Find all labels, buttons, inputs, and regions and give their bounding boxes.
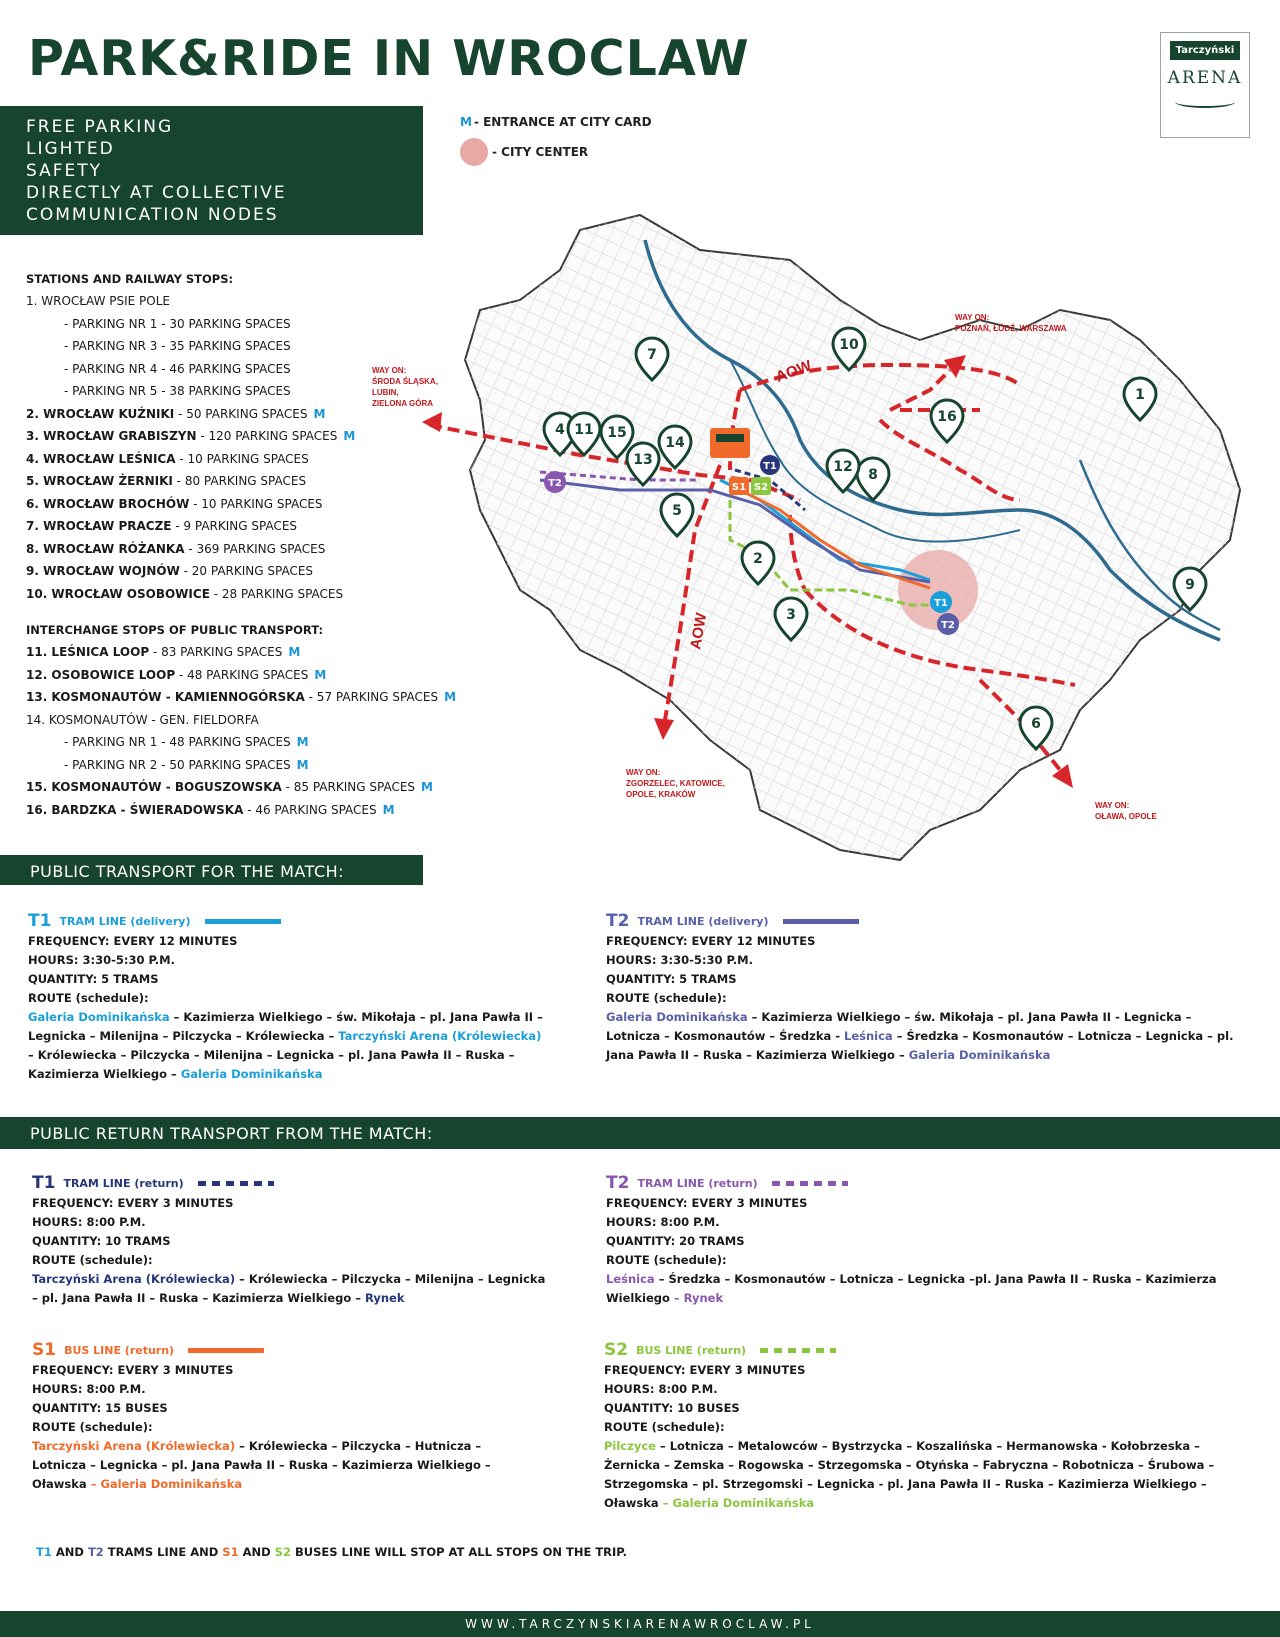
hours: HOURS: 8:00 P.M. <box>32 1215 146 1229</box>
route-stops: – Królewiecka – Pilczycka – Hutnicza – Lotnicza – Legnicka – pl. Jana Pawła II – Ruska – Kazimierza Wielkiego – Oławska <box>32 1439 491 1491</box>
route-stop-highlight: – Rynek <box>673 1291 724 1305</box>
route-stops: – Kazimierza Wielkiego – św. Mikołaja – pl. Jana Pawła II – Legnicka – Milenijna – Pilczycka – Królewiecka – <box>28 1010 543 1043</box>
svg-text:1: 1 <box>1135 387 1145 403</box>
arena-icon <box>710 428 750 458</box>
t2-marker: T2 <box>548 478 562 489</box>
m-icon: M <box>296 757 309 772</box>
m-icon: M <box>444 690 457 704</box>
station-spaces: - 80 PARKING SPACES <box>172 474 307 488</box>
svg-text:14: 14 <box>665 435 685 451</box>
svg-text:10: 10 <box>839 337 859 353</box>
section-title: PUBLIC RETURN TRANSPORT FROM THE MATCH: <box>30 1124 433 1143</box>
t1-delivery-block <box>28 910 548 1084</box>
station-spaces: - 10 PARKING SPACES <box>189 496 323 511</box>
logo-arc-icon <box>1175 96 1235 108</box>
way-se-label: WAY ON: OŁAWA, OPOLE <box>1095 801 1157 821</box>
t2-delivery-block <box>606 910 1246 1065</box>
route-stops: – Królewiecka – Pilczycka – Milenijna – Legnicka – pl. Jana Pawła II – Ruska – Kazimierza Wielkiego – <box>32 1272 546 1305</box>
s2-swatch-icon <box>760 1348 836 1353</box>
station-14-parking <box>26 754 446 777</box>
note-text: BUSES LINE WILL STOP AT ALL STOPS ON THE TRIP. <box>290 1545 627 1559</box>
station-10 <box>26 583 446 606</box>
feature-item: COMMUNICATION NODES <box>26 205 279 225</box>
page-title: PARK&RIDE IN WROCLAW <box>28 30 750 87</box>
station-9 <box>26 560 446 583</box>
feature-item: LIGHTED <box>26 139 115 159</box>
station-spaces: - PARKING NR 1 - 48 PARKING SPACES <box>64 735 291 749</box>
aow-label: AOW <box>687 611 711 651</box>
svg-text:11: 11 <box>574 422 594 438</box>
svg-text:16: 16 <box>937 409 957 425</box>
note-t1: T1 <box>36 1545 52 1559</box>
logo-arena: ARENA <box>1167 68 1243 88</box>
station-name: 6. WROCŁAW BROCHÓW <box>26 496 190 511</box>
m-icon: M <box>288 645 301 659</box>
footer-bar <box>0 1611 1280 1637</box>
route <box>32 1437 532 1494</box>
station-1-parking: - PARKING NR 3 - 35 PARKING SPACES <box>64 339 291 353</box>
feature-item: FREE PARKING <box>26 117 174 137</box>
t1-return-swatch-icon <box>198 1181 274 1186</box>
quantity: QUANTITY: 20 TRAMS <box>606 1234 745 1248</box>
station-3 <box>26 425 446 448</box>
s1-swatch-icon <box>188 1348 264 1353</box>
route-label: ROUTE (schedule): <box>32 1253 153 1267</box>
line-code: S1 <box>32 1339 57 1360</box>
legend-m <box>460 107 652 137</box>
note-s2: S2 <box>274 1545 291 1559</box>
route-stop-highlight: Leśnica <box>844 1029 893 1043</box>
route-stops: – Kazimierza Wielkiego – św. Mikołaja – pl. Jana Pawła II - Legnicka – Lotnicza – Kosmonautów – Średzka - <box>606 1010 1192 1043</box>
station-spaces: - PARKING NR 2 - 50 PARKING SPACES <box>64 757 291 772</box>
route-stops: – Królewiecka – Pilczycka – Milenijna – Legnicka – pl. Jana Pawła II – Ruska – Kazimierza Wielkiego – <box>28 1048 515 1081</box>
s1-marker: S1 <box>731 482 747 493</box>
note-text: AND <box>51 1545 88 1559</box>
svg-text:13: 13 <box>633 452 653 468</box>
line-code: T1 <box>32 1172 56 1193</box>
route-stops: – Średzka – Kosmonautów – Lotnicza – Legnicka –pl. Jana Pawła II – Ruska – Kazimierza Wielkiego <box>606 1272 1217 1305</box>
feature-item: SAFETY <box>26 161 103 181</box>
quantity: QUANTITY: 10 BUSES <box>604 1401 740 1415</box>
quantity: QUANTITY: 10 TRAMS <box>32 1234 171 1248</box>
t1-marker: T1 <box>763 461 777 472</box>
note-s1: S1 <box>222 1545 239 1559</box>
line-code: T1 <box>28 910 52 931</box>
line-name: TRAM LINE (return) <box>637 1176 758 1190</box>
quantity: QUANTITY: 5 TRAMS <box>606 972 737 986</box>
note-text: AND <box>238 1545 275 1559</box>
svg-text:5: 5 <box>672 503 682 519</box>
station-1-parking: - PARKING NR 1 - 30 PARKING SPACES <box>64 316 291 331</box>
aow-label: AOW <box>773 357 814 386</box>
hours: HOURS: 8:00 P.M. <box>606 1215 720 1229</box>
way-west-label: WAY ON: ŚRODA ŚLĄSKA, LUBIN, ZIELONA GÓRA <box>372 366 438 408</box>
svg-text:7: 7 <box>647 347 657 363</box>
s2-return-block <box>604 1339 1234 1513</box>
t2-return-block <box>606 1172 1254 1308</box>
route-stop-highlight: Tarczyński Arena (Królewiecka) <box>338 1029 542 1043</box>
station-spaces: - 28 PARKING SPACES <box>209 586 344 601</box>
route <box>28 1008 548 1084</box>
m-icon: M <box>382 802 395 817</box>
m-icon: M <box>421 780 433 794</box>
route-stop-highlight: Leśnica <box>606 1272 655 1286</box>
note-text: TRAMS LINE AND <box>103 1545 223 1559</box>
station-8 <box>26 538 446 561</box>
stations-list <box>26 268 457 821</box>
t2-swatch-icon <box>783 919 859 924</box>
frequency: FREQUENCY: EVERY 3 MINUTES <box>604 1363 806 1377</box>
legend-m-text: - ENTRANCE AT CITY CARD <box>473 115 652 129</box>
city-center-area <box>898 550 978 630</box>
route <box>606 1270 1254 1308</box>
route <box>32 1270 552 1308</box>
svg-text:8: 8 <box>868 467 878 483</box>
station-spaces: - 9 PARKING SPACES <box>171 519 298 533</box>
line-name: TRAM LINE (delivery) <box>637 914 769 928</box>
t2-return-swatch-icon <box>772 1181 848 1186</box>
svg-text:3: 3 <box>786 607 796 623</box>
map-legend <box>460 107 652 167</box>
t1-center-marker: T1 <box>934 598 948 609</box>
route-stop-highlight: Tarczyński Arena (Królewiecka) <box>32 1272 236 1286</box>
section-return-header <box>0 1117 1280 1149</box>
arrow-sw-icon <box>654 718 674 740</box>
svg-text:4: 4 <box>555 422 565 438</box>
quantity: QUANTITY: 5 TRAMS <box>28 972 159 986</box>
svg-text:2: 2 <box>753 551 763 567</box>
station-spaces: - 10 PARKING SPACES <box>175 451 309 466</box>
route-stop-highlight: Tarczyński Arena (Królewiecka) <box>32 1439 236 1453</box>
station-14: 14. KOSMONAUTÓW - GEN. FIELDORFA <box>26 712 259 727</box>
svg-text:9: 9 <box>1185 577 1195 593</box>
route-label: ROUTE (schedule): <box>604 1420 725 1434</box>
station-12 <box>26 664 446 687</box>
station-16 <box>26 799 446 822</box>
route-stop-highlight: Galeria Dominikańska <box>606 1010 748 1024</box>
frequency: FREQUENCY: EVERY 12 MINUTES <box>28 934 238 948</box>
way-ne-label: WAY ON: POZNAŃ, ŁÓDŹ, WARSZAWA <box>955 313 1067 333</box>
city-map <box>372 210 1260 870</box>
station-spaces: - 83 PARKING SPACES <box>149 645 283 659</box>
station-name: 15. KOSMONAUTÓW - BOGUSZOWSKA <box>26 780 282 794</box>
frequency: FREQUENCY: EVERY 3 MINUTES <box>32 1196 234 1210</box>
hours: HOURS: 3:30-5:30 P.M. <box>606 953 753 967</box>
station-1: 1. WROCŁAW PSIE POLE <box>26 294 171 308</box>
legend-city-center <box>460 137 652 167</box>
route-stop-highlight: Rynek <box>365 1291 405 1305</box>
arrow-se-icon <box>1052 764 1073 788</box>
station-name: 3. WROCŁAW GRABISZYN <box>26 429 197 443</box>
line-name: TRAM LINE (return) <box>63 1176 184 1190</box>
station-13 <box>26 686 457 709</box>
station-14-parking <box>26 731 446 754</box>
station-name: 8. WROCŁAW RÓŻANKA <box>26 541 185 556</box>
route <box>604 1437 1234 1513</box>
station-1-parking: - PARKING NR 5 - 38 PARKING SPACES <box>64 384 291 398</box>
route-stop-highlight: – Galeria Dominikańska <box>662 1496 815 1510</box>
station-name: 16. BARDZKA - ŚWIERADOWSKA <box>26 802 244 817</box>
route-label: ROUTE (schedule): <box>28 991 149 1005</box>
frequency: FREQUENCY: EVERY 12 MINUTES <box>606 934 816 948</box>
logo-brand: Tarczyński <box>1170 41 1240 60</box>
line-name: BUS LINE (return) <box>636 1343 747 1357</box>
m-icon: M <box>313 406 326 421</box>
t1-return-block <box>32 1172 552 1308</box>
line-name: BUS LINE (return) <box>64 1343 175 1357</box>
t2-center-marker: T2 <box>941 620 955 631</box>
station-spaces: - 85 PARKING SPACES <box>281 780 416 794</box>
route-stop-highlight: – Galeria Dominikańska <box>90 1477 243 1491</box>
quantity: QUANTITY: 15 BUSES <box>32 1401 168 1415</box>
station-1-parking: - PARKING NR 4 - 46 PARKING SPACES <box>64 361 291 376</box>
station-name: 4. WROCŁAW LEŚNICA <box>26 451 176 466</box>
svg-text:15: 15 <box>607 425 627 441</box>
route <box>606 1008 1246 1065</box>
route-stop-highlight: Galeria Dominikańska <box>28 1010 170 1024</box>
section-title: PUBLIC TRANSPORT FOR THE MATCH: <box>30 862 345 881</box>
route-label: ROUTE (schedule): <box>606 1253 727 1267</box>
features-box <box>0 106 423 235</box>
station-name: 9. WROCŁAW WOJNÓW <box>26 564 180 578</box>
m-icon: M <box>296 735 309 749</box>
station-spaces: - 20 PARKING SPACES <box>179 564 314 578</box>
station-name: 12. OSOBOWICE LOOP <box>26 667 176 682</box>
station-15 <box>26 776 446 799</box>
route-stops: – Średzka – Kosmonautów – Lotnicza – Legnicka – pl. Jana Pawła II – Ruska – Kazimierza Wielkiego – <box>606 1029 1234 1062</box>
s2-marker: S2 <box>753 482 769 493</box>
m-icon: M <box>343 429 356 443</box>
station-name: 13. KOSMONAUTÓW - KAMIENNOGÓRSKA <box>26 690 305 704</box>
station-11 <box>26 641 446 664</box>
station-spaces: - 120 PARKING SPACES <box>196 429 338 443</box>
stations-heading: STATIONS AND RAILWAY STOPS: <box>26 272 234 286</box>
station-5 <box>26 470 446 493</box>
station-spaces: - 46 PARKING SPACES <box>243 802 377 817</box>
station-spaces: - 48 PARKING SPACES <box>175 667 309 682</box>
station-name: 11. LEŚNICA LOOP <box>26 645 150 659</box>
way-sw-label: WAY ON: ZGORZELEC, KATOWICE, OPOLE, KRAKÓW <box>626 768 725 799</box>
city-center-icon <box>460 138 488 166</box>
section-delivery-header <box>0 855 423 885</box>
station-name: 10. WROCŁAW OSOBOWICE <box>26 586 210 601</box>
route-stop-highlight: Galeria Dominikańska <box>908 1048 1051 1062</box>
route-stops: – Lotnicza – Metalowców – Bystrzycka – Koszalińska – Hermanowska - Kołobrzeska – Żernicka – Zemska – Rogowska – Strzegomska – Otyńska – Fabryczna – Robotnicza – Śrubowa – Strzegomska – pl. Strzegomski – Legnicka - pl. Jana Pawła II – Ruska – Kazimierza Wielkiego – Oławska <box>604 1439 1215 1510</box>
interchange-heading: INTERCHANGE STOPS OF PUBLIC TRANSPORT: <box>26 623 324 637</box>
note-t2: T2 <box>87 1545 104 1559</box>
route-label: ROUTE (schedule): <box>606 991 727 1005</box>
line-code: T2 <box>606 910 630 931</box>
svg-text:6: 6 <box>1031 716 1041 732</box>
station-spaces: - 369 PARKING SPACES <box>184 541 326 556</box>
hours: HOURS: 8:00 P.M. <box>604 1382 718 1396</box>
line-code: T2 <box>606 1172 630 1193</box>
route-label: ROUTE (schedule): <box>32 1420 153 1434</box>
line-code: S2 <box>604 1339 629 1360</box>
stops-note <box>36 1545 627 1559</box>
arena-logo <box>1160 32 1250 138</box>
footer-url[interactable]: WWW.TARCZYNSKIARENAWROCLAW.PL <box>465 1617 815 1631</box>
m-icon: M <box>460 115 472 129</box>
route-stop-highlight: Galeria Dominikańska <box>180 1067 323 1081</box>
station-spaces: - 57 PARKING SPACES <box>304 690 439 704</box>
station-6 <box>26 493 446 516</box>
frequency: FREQUENCY: EVERY 3 MINUTES <box>32 1363 234 1377</box>
station-name: 7. WROCŁAW PRACZE <box>26 519 172 533</box>
feature-item: DIRECTLY AT COLLECTIVE <box>26 183 287 203</box>
svg-text:12: 12 <box>833 459 853 475</box>
legend-cc-text: - CITY CENTER <box>492 145 589 159</box>
s1-return-block <box>32 1339 532 1494</box>
frequency: FREQUENCY: EVERY 3 MINUTES <box>606 1196 808 1210</box>
station-spaces: - 50 PARKING SPACES <box>174 406 308 421</box>
route-stop-highlight: Pilczyce <box>604 1439 656 1453</box>
station-4 <box>26 448 446 471</box>
line-name: TRAM LINE (delivery) <box>59 914 191 928</box>
t1-swatch-icon <box>205 919 281 924</box>
m-icon: M <box>314 667 327 682</box>
station-name: 5. WROCŁAW ŻERNIKI <box>26 474 173 488</box>
station-name: 2. WROCŁAW KUŹNIKI <box>26 406 175 421</box>
station-7 <box>26 515 446 538</box>
hours: HOURS: 3:30-5:30 P.M. <box>28 953 175 967</box>
hours: HOURS: 8:00 P.M. <box>32 1382 146 1396</box>
